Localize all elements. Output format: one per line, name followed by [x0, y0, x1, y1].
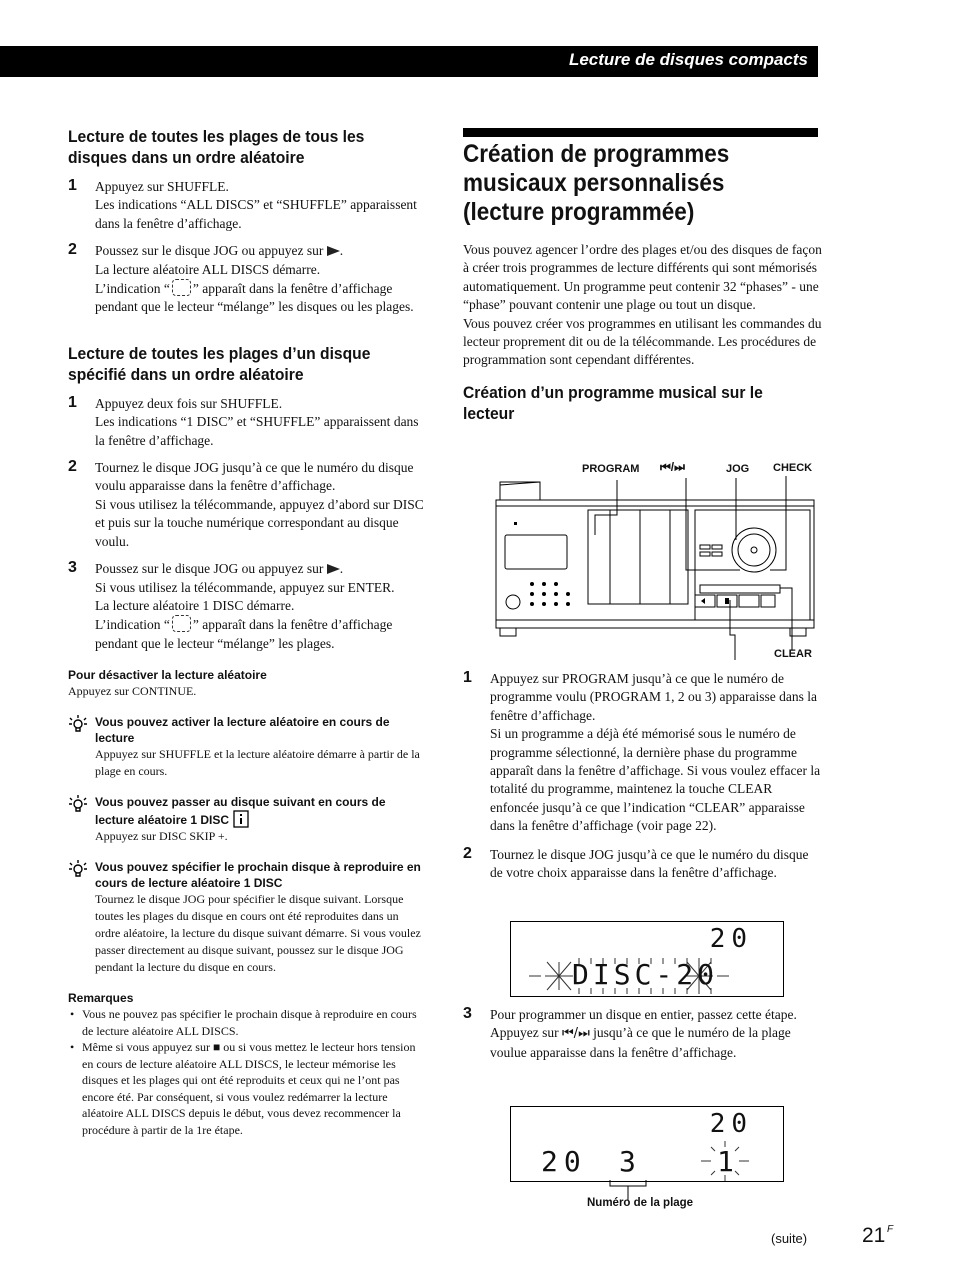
label-jog: JOG — [726, 463, 750, 475]
shuffle-one-step-2: 2 Tournez le disque JOG jusqu’à ce que le numéro du disque voulu apparaisse dans la fenêtre d’affichage. Si vous utilisez la télécommande, appuyez d’abord sur DISC et puis sur la touche numérique correspondant au disque voulu. — [68, 458, 424, 549]
label-program: PROGRAM — [582, 463, 640, 475]
lightbulb-icon — [68, 794, 88, 819]
deactivate-heading: Pour désactiver la lecture aléatoire — [68, 668, 267, 683]
cd-player-diagram — [490, 460, 820, 665]
continued-label: (suite) — [771, 1231, 808, 1246]
lcd-disc-text: DISC-20 — [572, 958, 719, 991]
cd-player-drawing — [490, 460, 820, 665]
page-number-suffix: F — [887, 1224, 894, 1235]
remark-item: • Même si vous appuyez sur ■ ou si vous mettez le lecteur hors tension en cours de lecture aléatoire ALL DISCS, le lecteur mémorise les disques et les plages qui ont été reproduits et ceux qui ne l’ont pas encore été. Par conséquent, si vous voulez redémarrer la lecture aléatoire ALL DISCS depuis le début, vous devez recommencer la procédure à partir de la 1re étape. — [68, 1039, 424, 1138]
right-column — [463, 140, 823, 424]
shuffle-one-step-1: 1 Appuyez deux fois sur SHUFFLE. Les indications “1 DISC” et “SHUFFLE” apparaissent dans la fenêtre d’affichage. — [68, 393, 419, 448]
title-rule — [463, 128, 818, 137]
remarks-heading: Remarques — [68, 991, 134, 1006]
tip-3: Vous pouvez spécifier le prochain disque à reproduire en cours de lecture aléatoire 1 DISC Tournez le disque JOG pour spécifier le disque suivant. Lorsque toutes les plages du disque en cours ont été reproduites dans un ordre aléatoire, la lecture du disque suivant démarre. Si vous voulez passer directement au disque suivant, poussez sur le disque JOG pendant la lecture du disque en cours. — [68, 859, 424, 976]
shuffle-indicator-icon — [172, 615, 191, 632]
lightbulb-icon — [68, 714, 88, 739]
program-step-3-block — [463, 1006, 823, 1062]
lcd-display-track — [510, 1106, 784, 1182]
label-skip: ⏮/⏭ — [660, 460, 685, 474]
page-number: 21 — [862, 1224, 886, 1247]
lcd-step-marks — [511, 1107, 783, 1181]
remark-item: • Vous ne pouvez pas spécifier le prochain disque à reproduire en cours de lecture aléatoire ALL DISCS. — [68, 1006, 424, 1039]
section-header-bar — [0, 46, 818, 77]
section-header-title: Lecture de disques compacts — [568, 50, 808, 69]
lcd-disc-number: 20 — [541, 1145, 587, 1178]
left-column — [68, 126, 424, 1138]
program-step-3: 3 Pour programmer un disque en entier, passez cette étape. Appuyez sur ⏮/⏭ jusqu’à ce que le numéro de la plage voulue apparaisse dans la fenêtre d’affichage. — [463, 1005, 797, 1060]
program-step-2: 2 Tournez le disque JOG jusqu’à ce que le numéro du disque de votre choix apparaisse dans la fenêtre d’affichage. — [463, 844, 809, 881]
heading-shuffle-all: Lecture de toutes les plages de tous les disques dans un ordre aléatoire — [68, 127, 365, 167]
lcd-step-number: 1 — [717, 1145, 734, 1178]
label-check: CHECK — [773, 462, 813, 474]
tip-2: Vous pouvez passer au disque suivant en cours de lecture aléatoire 1 DISC Appuyez sur DISC SKIP +. — [68, 794, 424, 845]
subheading-program-on-player: Création d’un programme musical sur le lecteur — [463, 382, 763, 423]
program-steps — [463, 670, 823, 882]
intro-paragraph-1: Vous pouvez agencer l’ordre des plages et/ou des disques de façon à créer trois programmes de lecture différents qui sont mémorisés automatiquement. Un programme peut contenir 32 “phases” - une “phase” pouvant contenir une plage ou tout un disque. — [463, 242, 822, 313]
shuffle-all-step-2: 2 Poussez sur le disque JOG ou appuyez sur . La lecture aléatoire ALL DISCS démarre. L’indication “ ” apparaît dans la fenêtre d’affichage pendant que le lecteur “mélange” les disques ou les plages. — [68, 241, 414, 315]
intro-paragraph-2: Vous pouvez créer vos programmes en utilisant les commandes du lecteur proprement dit ou de la télécommande. Les procédures de programmation sont cependant différentes. — [463, 315, 822, 368]
lcd-program-number: 20 — [709, 1109, 753, 1139]
lcd-track-number: 3 — [619, 1145, 636, 1178]
shuffle-one-step-3: 3 Poussez sur le disque JOG ou appuyez sur . Si vous utilisez la télécommande, appuyez sur ENTER. La lecture aléatoire 1 DISC démarre. L’indication “ ” apparaît dans la fenêtre d’affichage pendant que le lecteur “mélange” les plages. — [68, 559, 395, 651]
remarks-list — [68, 1006, 424, 1138]
shuffle-indicator-icon — [172, 279, 191, 296]
track-number-caption: Numéro de la plage — [587, 1197, 694, 1209]
lightbulb-icon — [68, 859, 88, 884]
deactivate-text: Appuyez sur CONTINUE. — [68, 684, 197, 699]
lcd-program-number: 20 — [709, 924, 753, 954]
page-title: Création de programmes musicaux personnalisés (lecture programmée) — [463, 140, 730, 226]
label-clear: CLEAR — [774, 648, 812, 660]
tip-1: Vous pouvez activer la lecture aléatoire en cours de lecture Appuyez sur SHUFFLE et la lecture aléatoire démarre à partir de la plage en cours. — [68, 714, 424, 780]
skip-buttons-icon: ⏮/⏭ — [561, 1026, 590, 1042]
play-icon — [327, 246, 340, 256]
play-icon — [327, 564, 340, 574]
shuffle-all-step-1: 1 Appuyez sur SHUFFLE. Les indications “ALL DISCS” et “SHUFFLE” apparaissent dans la fenêtre d’affichage. — [68, 177, 417, 231]
lcd-display-disc — [510, 921, 784, 997]
heading-shuffle-one-disc: Lecture de toutes les plages d’un disque spécifié dans un ordre aléatoire — [68, 343, 371, 384]
remote-icon — [232, 810, 250, 828]
program-step-1: 1 Appuyez sur PROGRAM jusqu’à ce que le numéro de programme voulu (PROGRAM 1, 2 ou 3) apparaisse dans la fenêtre d’affichage. Si un programme a déjà été mémorisé sous le numéro de programme sélectionné, la dernière phase du programme apparaît dans la fenêtre d’affichage. Si vous voulez effacer la totalité du programme, maintenez la touche CLEAR enfoncée jusqu’à ce que l’indication “CLEAR” apparaisse dans la fenêtre d’affichage (voir page 22). — [463, 669, 821, 834]
